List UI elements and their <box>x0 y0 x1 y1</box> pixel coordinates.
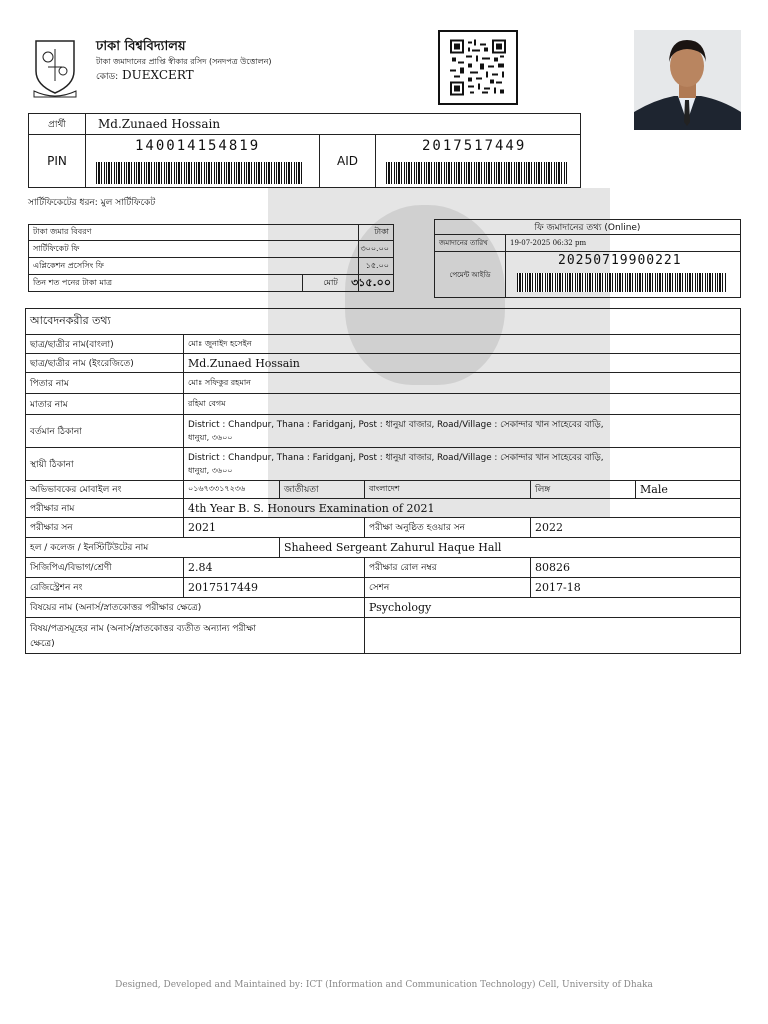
session-label: সেশন <box>364 577 531 598</box>
name-bn-label: ছাত্র/ছাত্রীর নাম(বাংলা) <box>25 334 184 354</box>
present-address-label: বর্তমান ঠিকানা <box>25 414 184 448</box>
pin-label: PIN <box>28 134 86 188</box>
payment-id-barcode <box>517 273 727 292</box>
nationality-label: জাতীয়তা <box>279 480 365 499</box>
footer-credit: Designed, Developed and Maintained by: ICT (Information and Communication Technology) Cell, University of Dhaka <box>115 980 653 990</box>
exam-name-label: পরীক্ষার নাম <box>25 498 184 518</box>
payment-id: 20250719900221 <box>558 253 682 268</box>
guardian-mobile-label: অভিভাবকের মোবাইল নং <box>25 480 184 499</box>
exam-name-value: 4th Year B. S. Honours Examination of 2021 <box>183 498 741 518</box>
pin-number: 140014154819 <box>135 138 261 154</box>
name-en-value: Md.Zunaed Hossain <box>183 353 741 373</box>
exam-year-value: 2021 <box>183 517 365 538</box>
papers-label-line: বিষয়/পত্রসমূহের নাম (অনার্স/স্নাতকোত্তর ব্যতীত অন্যান্য পরীক্ষা <box>30 623 256 634</box>
permanent-address-value <box>183 447 741 481</box>
exam-year-label: পরীক্ষার সন <box>25 517 184 538</box>
receipt-code: কোড: DUEXCERT <box>96 68 194 82</box>
fee-row-label: সার্টিফিকেট ফি <box>28 240 359 258</box>
roll-label: পরীক্ষার রোল নম্বর <box>364 557 531 578</box>
gender-value: Male <box>635 480 741 499</box>
papers-value <box>364 617 741 654</box>
father-name-value: মোঃ সফিকুর রহমান <box>183 372 741 394</box>
gender-label: লিঙ্গ <box>530 480 636 499</box>
name-en-label: ছাত্র/ছাত্রীর নাম (ইংরেজিতে) <box>25 353 184 373</box>
fee-row-amount: ১৫.০০ <box>358 257 394 275</box>
guardian-mobile-value: ০১৬৭৩৩১৭২৩৬ <box>183 480 280 499</box>
father-name-label: পিতার নাম <box>25 372 184 394</box>
payment-id-label: পেমেন্ট আইডি <box>434 251 506 298</box>
held-year-value: 2022 <box>530 517 741 538</box>
name-bn-value: মোঃ জুনাইদ হসেইন <box>183 334 741 354</box>
present-address-line: District : Chandpur, Thana : Faridganj, Post : ধানুয়া বাজার, Road/Village : সেকান্দার খান সাহেবের বাড়ি, <box>188 420 604 430</box>
fee-total-label: মোট <box>302 274 359 292</box>
fee-row-label: এপ্লিকেশন প্রসেসিং ফি <box>28 257 359 275</box>
session-value: 2017-18 <box>530 577 741 598</box>
fee-table-header: টাকা জমার বিবরণ <box>28 224 359 241</box>
subject-value: Psychology <box>364 597 741 618</box>
payment-date: 19-07-2025 06:32 pm <box>505 234 741 252</box>
subject-label: বিষয়ের নাম (অনার্স/স্নাতকোত্তর পরীক্ষার ক্ষেত্রে) <box>25 597 365 618</box>
papers-label-line: ক্ষেত্রে) <box>30 638 55 649</box>
info-section-title: আবেদনকরীর তথ্য <box>25 308 741 335</box>
applicant-photo <box>634 30 741 130</box>
hall-value: Shaheed Sergeant Zahurul Haque Hall <box>279 537 741 558</box>
university-name: ঢাকা বিশ্ববিদ্যালয় <box>96 39 186 54</box>
pin-barcode <box>96 162 304 184</box>
fee-total-words: তিন শত পনের টাকা মাত্র <box>28 274 303 292</box>
hall-label: হল / কলেজ / ইনস্টিটিউটের নাম <box>25 537 280 558</box>
payment-date-label: জমাদানের তারিখ <box>434 234 506 252</box>
registration-label: রেজিস্ট্রেশন নং <box>25 577 184 598</box>
aid-number: 2017517449 <box>422 138 527 154</box>
mother-name-label: মাতার নাম <box>25 393 184 415</box>
permanent-address-line: District : Chandpur, Thana : Faridganj, Post : ধানুয়া বাজার, Road/Village : সেকান্দার খান সাহেবের বাড়ি, <box>188 453 604 463</box>
university-logo <box>28 37 82 99</box>
fee-row-amount: ৩০০.০০ <box>358 240 394 258</box>
cgpa-value: 2.84 <box>183 557 365 578</box>
present-address-value <box>183 414 741 448</box>
cgpa-label: সিজিপিএ/বিভাগ/শ্রেণী <box>25 557 184 578</box>
held-year-label: পরীক্ষা অনুষ্ঠিত হওয়ার সন <box>364 517 531 538</box>
mother-name-value: রহিমা বেগম <box>183 393 741 415</box>
applicant-label: প্রার্থী <box>28 113 86 135</box>
permanent-address-label: স্থায়ী ঠিকানা <box>25 447 184 481</box>
aid-barcode <box>386 162 567 184</box>
applicant-name: Md.Zunaed Hossain <box>85 113 581 135</box>
aid-label: AID <box>319 134 376 188</box>
certificate-type: সার্টিফিকেটের ধরন: মুল সার্টিফিকেট <box>28 198 156 208</box>
registration-value: 2017517449 <box>183 577 365 598</box>
roll-value: 80826 <box>530 557 741 578</box>
fee-currency-header: টাকা <box>358 224 394 241</box>
receipt-subtitle: টাকা জমাদানের প্রাপ্তি স্বীকার রসিদ (সনদপত্র উত্তোলন) <box>96 57 272 66</box>
permanent-address-line: ধানুয়া, ৩৬০০ <box>188 466 233 475</box>
papers-label <box>25 617 365 654</box>
qr-code <box>438 30 518 105</box>
present-address-line: ধানুয়া, ৩৬০০ <box>188 433 233 442</box>
payment-info-title: ফি জমাদানের তথ্য (Online) <box>434 219 741 235</box>
nationality-value: বাংলাদেশ <box>364 480 531 499</box>
fee-total-amount: ৩১৫.০০ <box>358 274 394 292</box>
